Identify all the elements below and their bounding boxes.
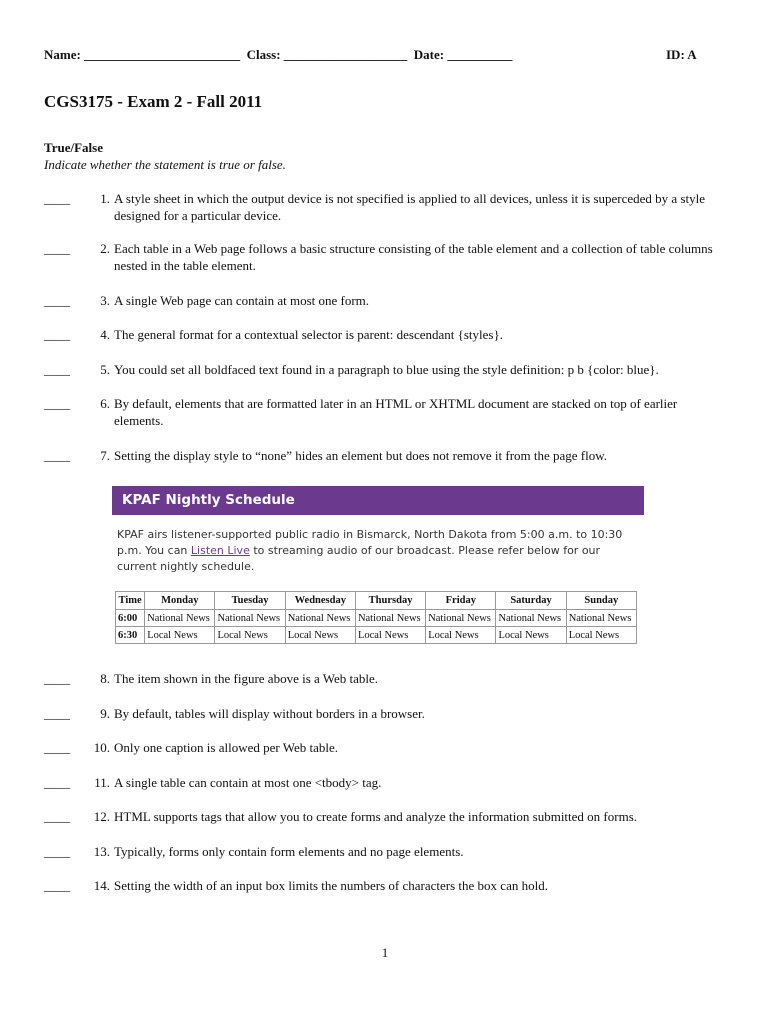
table-cell: National News (215, 610, 285, 627)
table-header-row (116, 592, 637, 610)
column-header: Thursday (355, 592, 425, 610)
listen-live-link[interactable]: Listen Live (190, 544, 250, 557)
answer-blank: ____ (44, 362, 70, 377)
question-number: 10. (93, 740, 110, 755)
column-header: Monday (145, 592, 215, 610)
answer-blank: ____ (44, 327, 70, 342)
answer-blank: ____ (44, 396, 70, 411)
exam-id: ID: A (666, 47, 697, 62)
question-number: 14. (93, 878, 110, 893)
table-cell: National News (285, 610, 355, 627)
table-cell: 6:30 (116, 627, 145, 644)
column-header: Friday (426, 592, 496, 610)
question-11 (44, 774, 724, 791)
page-number: 1 (381, 945, 389, 960)
question-text: A single Web page can contain at most one form. (114, 293, 370, 308)
question-8 (44, 670, 724, 687)
question-number: 13. (93, 844, 110, 859)
question-1 (44, 190, 724, 224)
table-cell: National News (566, 610, 636, 627)
schedule-table (115, 591, 637, 644)
question-text: You could set all boldfaced text found in a paragraph to blue using the style definition: p b {color: blue}. (114, 362, 659, 377)
question-4 (44, 326, 724, 343)
answer-blank: ____ (44, 241, 70, 256)
question-text: The item shown in the figure above is a Web table. (114, 671, 379, 686)
question-number: 8. (100, 671, 110, 686)
table-cell: 6:00 (116, 610, 145, 627)
answer-blank: ____ (44, 809, 70, 824)
answer-blank: ____ (44, 191, 70, 206)
question-5 (44, 361, 724, 378)
table-row (116, 627, 637, 644)
table-cell: Local News (215, 627, 285, 644)
question-3 (44, 292, 724, 309)
question-10 (44, 739, 724, 756)
question-14 (44, 877, 724, 894)
question-text: Each table in a Web page follows a basic structure consisting of the table element and a collection of table columns nested in the table element. (114, 241, 713, 273)
question-number: 7. (100, 448, 110, 463)
answer-blank: ____ (44, 671, 70, 686)
column-header: Saturday (496, 592, 566, 610)
question-12 (44, 808, 724, 825)
section-title: True/False (44, 140, 103, 155)
question-text: Setting the width of an input box limits the numbers of characters the box can hold. (114, 878, 548, 893)
description-text: to streaming audio of our broadcast. Please refer below for our current nightly schedule. (117, 544, 601, 573)
question-number: 6. (100, 396, 110, 411)
question-text: A style sheet in which the output device is not specified is applied to all devices, unless it is superceded by a style designed for a particular device. (114, 191, 706, 223)
exam-title: CGS3175 - Exam 2 - Fall 2011 (44, 92, 263, 111)
question-text: Setting the display style to “none” hides an element but does not remove it from the page flow. (114, 448, 608, 463)
answer-blank: ____ (44, 448, 70, 463)
column-header: Time (116, 592, 145, 610)
table-cell: Local News (566, 627, 636, 644)
question-text: By default, tables will display without borders in a browser. (114, 706, 425, 721)
table-cell: Local News (355, 627, 425, 644)
table-cell: National News (355, 610, 425, 627)
question-number: 12. (93, 809, 110, 824)
table-cell: National News (426, 610, 496, 627)
question-13 (44, 843, 724, 860)
question-number: 3. (100, 293, 110, 308)
question-7 (44, 447, 724, 464)
question-text: HTML supports tags that allow you to create forms and analyze the information submitted on forms. (114, 809, 638, 824)
question-text: By default, elements that are formatted later in an HTML or XHTML document are stacked on top of earlier elements. (114, 396, 678, 428)
question-number: 1. (100, 191, 110, 206)
exam-header (44, 47, 704, 63)
column-header: Sunday (566, 592, 636, 610)
question-9 (44, 705, 724, 722)
answer-blank: ____ (44, 706, 70, 721)
column-header: Tuesday (215, 592, 285, 610)
table-cell: Local News (285, 627, 355, 644)
question-number: 11. (94, 775, 110, 790)
column-header: Wednesday (285, 592, 355, 610)
table-cell: Local News (496, 627, 566, 644)
answer-blank: ____ (44, 844, 70, 859)
figure-banner: KPAF Nightly Schedule (112, 486, 644, 515)
question-text: Typically, forms only contain form elements and no page elements. (114, 844, 464, 859)
answer-blank: ____ (44, 293, 70, 308)
question-text: The general format for a contextual selector is parent: descendant {styles}. (114, 327, 503, 342)
question-number: 4. (100, 327, 110, 342)
date-field: Date: __________ (413, 47, 513, 62)
figure-description (112, 515, 644, 575)
table-cell: National News (145, 610, 215, 627)
question-2 (44, 240, 724, 274)
table-cell: National News (496, 610, 566, 627)
answer-blank: ____ (44, 740, 70, 755)
question-text: Only one caption is allowed per Web table. (114, 740, 338, 755)
table-cell: Local News (145, 627, 215, 644)
answer-blank: ____ (44, 878, 70, 893)
name-field: Name: ________________________ (44, 47, 241, 62)
question-number: 9. (100, 706, 110, 721)
question-6 (44, 395, 724, 429)
table-cell: Local News (426, 627, 496, 644)
description-text: KPAF airs listener-supported public radio in Bismarck, North Dakota from 5:00 a.m. to 10:30 p.m. You can (117, 528, 623, 557)
question-number: 2. (100, 241, 110, 256)
kpaf-schedule-figure (112, 486, 644, 650)
section-instructions: Indicate whether the statement is true or false. (44, 157, 286, 172)
answer-blank: ____ (44, 775, 70, 790)
table-row (116, 610, 637, 627)
question-text: A single table can contain at most one <tbody> tag. (114, 775, 382, 790)
question-number: 5. (100, 362, 110, 377)
class-field: Class: ___________________ (246, 47, 408, 62)
